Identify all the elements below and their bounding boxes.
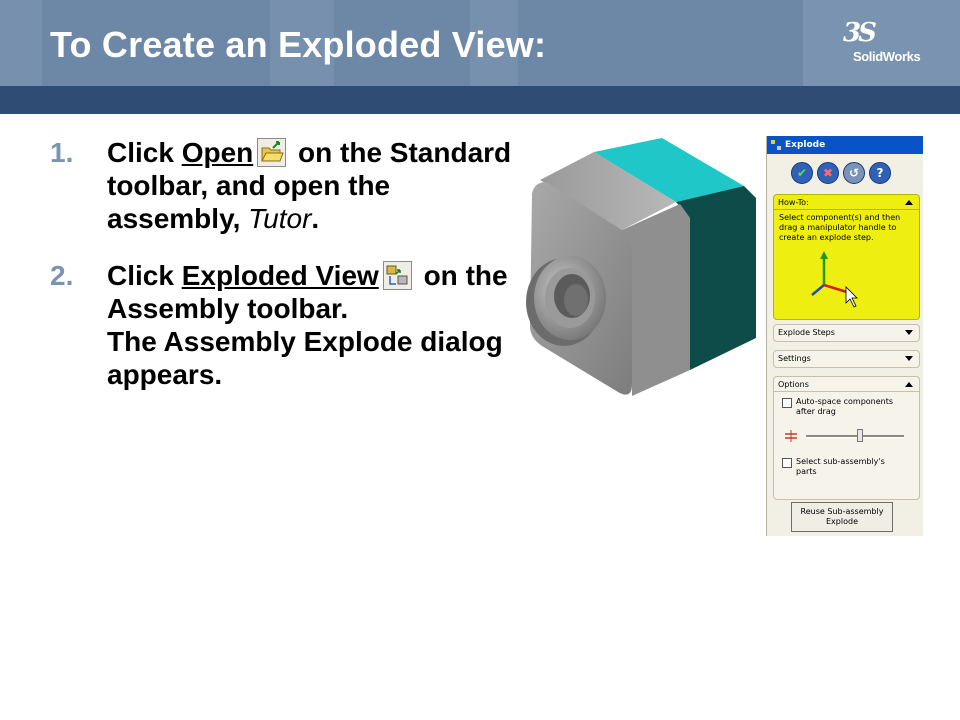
expand-icon[interactable] [905, 356, 913, 361]
cancel-icon[interactable]: ✖ [817, 162, 839, 184]
explode-steps-header [774, 325, 919, 339]
howto-header[interactable] [774, 195, 919, 210]
explode-steps-label: Explode Steps [778, 327, 835, 337]
options-label: Options [778, 379, 809, 389]
open-link[interactable]: Open [181, 137, 254, 168]
exploded-view-icon[interactable] [383, 261, 412, 290]
step-text: on the Standard toolbar, and open the assembly, [107, 137, 512, 234]
solidworks-logo [843, 18, 923, 68]
spacing-icon [784, 429, 798, 443]
auto-space-label: Auto-space components after drag [796, 397, 894, 416]
auto-space-slider[interactable] [782, 429, 912, 443]
list-item [50, 136, 530, 235]
exploded-view-link[interactable]: Exploded View [181, 260, 379, 291]
howto-group [773, 194, 920, 320]
slide-header [0, 0, 960, 86]
settings-label: Settings [778, 353, 811, 363]
manipulator-handle-icon [810, 251, 862, 309]
help-icon[interactable]: ? [869, 162, 891, 184]
page-title: To Create an Exploded View: [50, 24, 547, 65]
select-sub-label: Select sub-assembly's parts [796, 457, 885, 476]
select-sub-option[interactable] [782, 457, 906, 477]
howto-heading: How-To: [778, 197, 809, 207]
undo-icon[interactable]: ↺ [843, 162, 865, 184]
settings-header [774, 351, 919, 365]
list-item [50, 259, 530, 391]
ok-icon[interactable]: ✔ [791, 162, 813, 184]
slider-thumb[interactable] [857, 429, 863, 442]
logo-wordmark: SolidWorks [853, 49, 921, 64]
step-text: on the Assembly toolbar. [107, 260, 508, 324]
collapse-icon[interactable] [905, 200, 913, 205]
instruction-list [50, 136, 530, 391]
header-stripe [0, 0, 42, 86]
step-note: The Assembly Explode dialog appears. [107, 326, 503, 390]
auto-space-option[interactable] [782, 397, 906, 417]
step-number: 1. [50, 137, 74, 168]
header-band [0, 86, 960, 114]
slider-track[interactable] [806, 435, 904, 438]
auto-space-checkbox[interactable] [782, 398, 792, 408]
open-folder-icon[interactable] [257, 138, 286, 167]
step-text: Click [107, 137, 182, 168]
options-group [773, 376, 920, 500]
explode-icon [771, 140, 781, 150]
settings-group[interactable] [773, 350, 920, 368]
step-number: 2. [50, 260, 74, 291]
panel-action-buttons [767, 154, 923, 192]
step-text: . [311, 203, 320, 234]
assembly-name: Tutor [248, 203, 312, 234]
select-sub-checkbox[interactable] [782, 458, 792, 468]
ds-logo-mark: 3S [843, 18, 874, 48]
options-header[interactable] [774, 377, 919, 392]
collapse-icon[interactable] [905, 382, 913, 387]
howto-text: Select component(s) and then drag a manipulator handle to create an explode step. [779, 213, 901, 242]
panel-title: Explode [785, 140, 826, 150]
explode-steps-group[interactable] [773, 324, 920, 342]
reuse-subassembly-explode-button[interactable]: Reuse Sub-assembly Explode [791, 502, 893, 532]
expand-icon[interactable] [905, 330, 913, 335]
panel-title-bar [767, 136, 923, 154]
assembly-model-image [520, 138, 758, 400]
explode-property-panel [766, 136, 923, 536]
step-text: Click [107, 260, 182, 291]
